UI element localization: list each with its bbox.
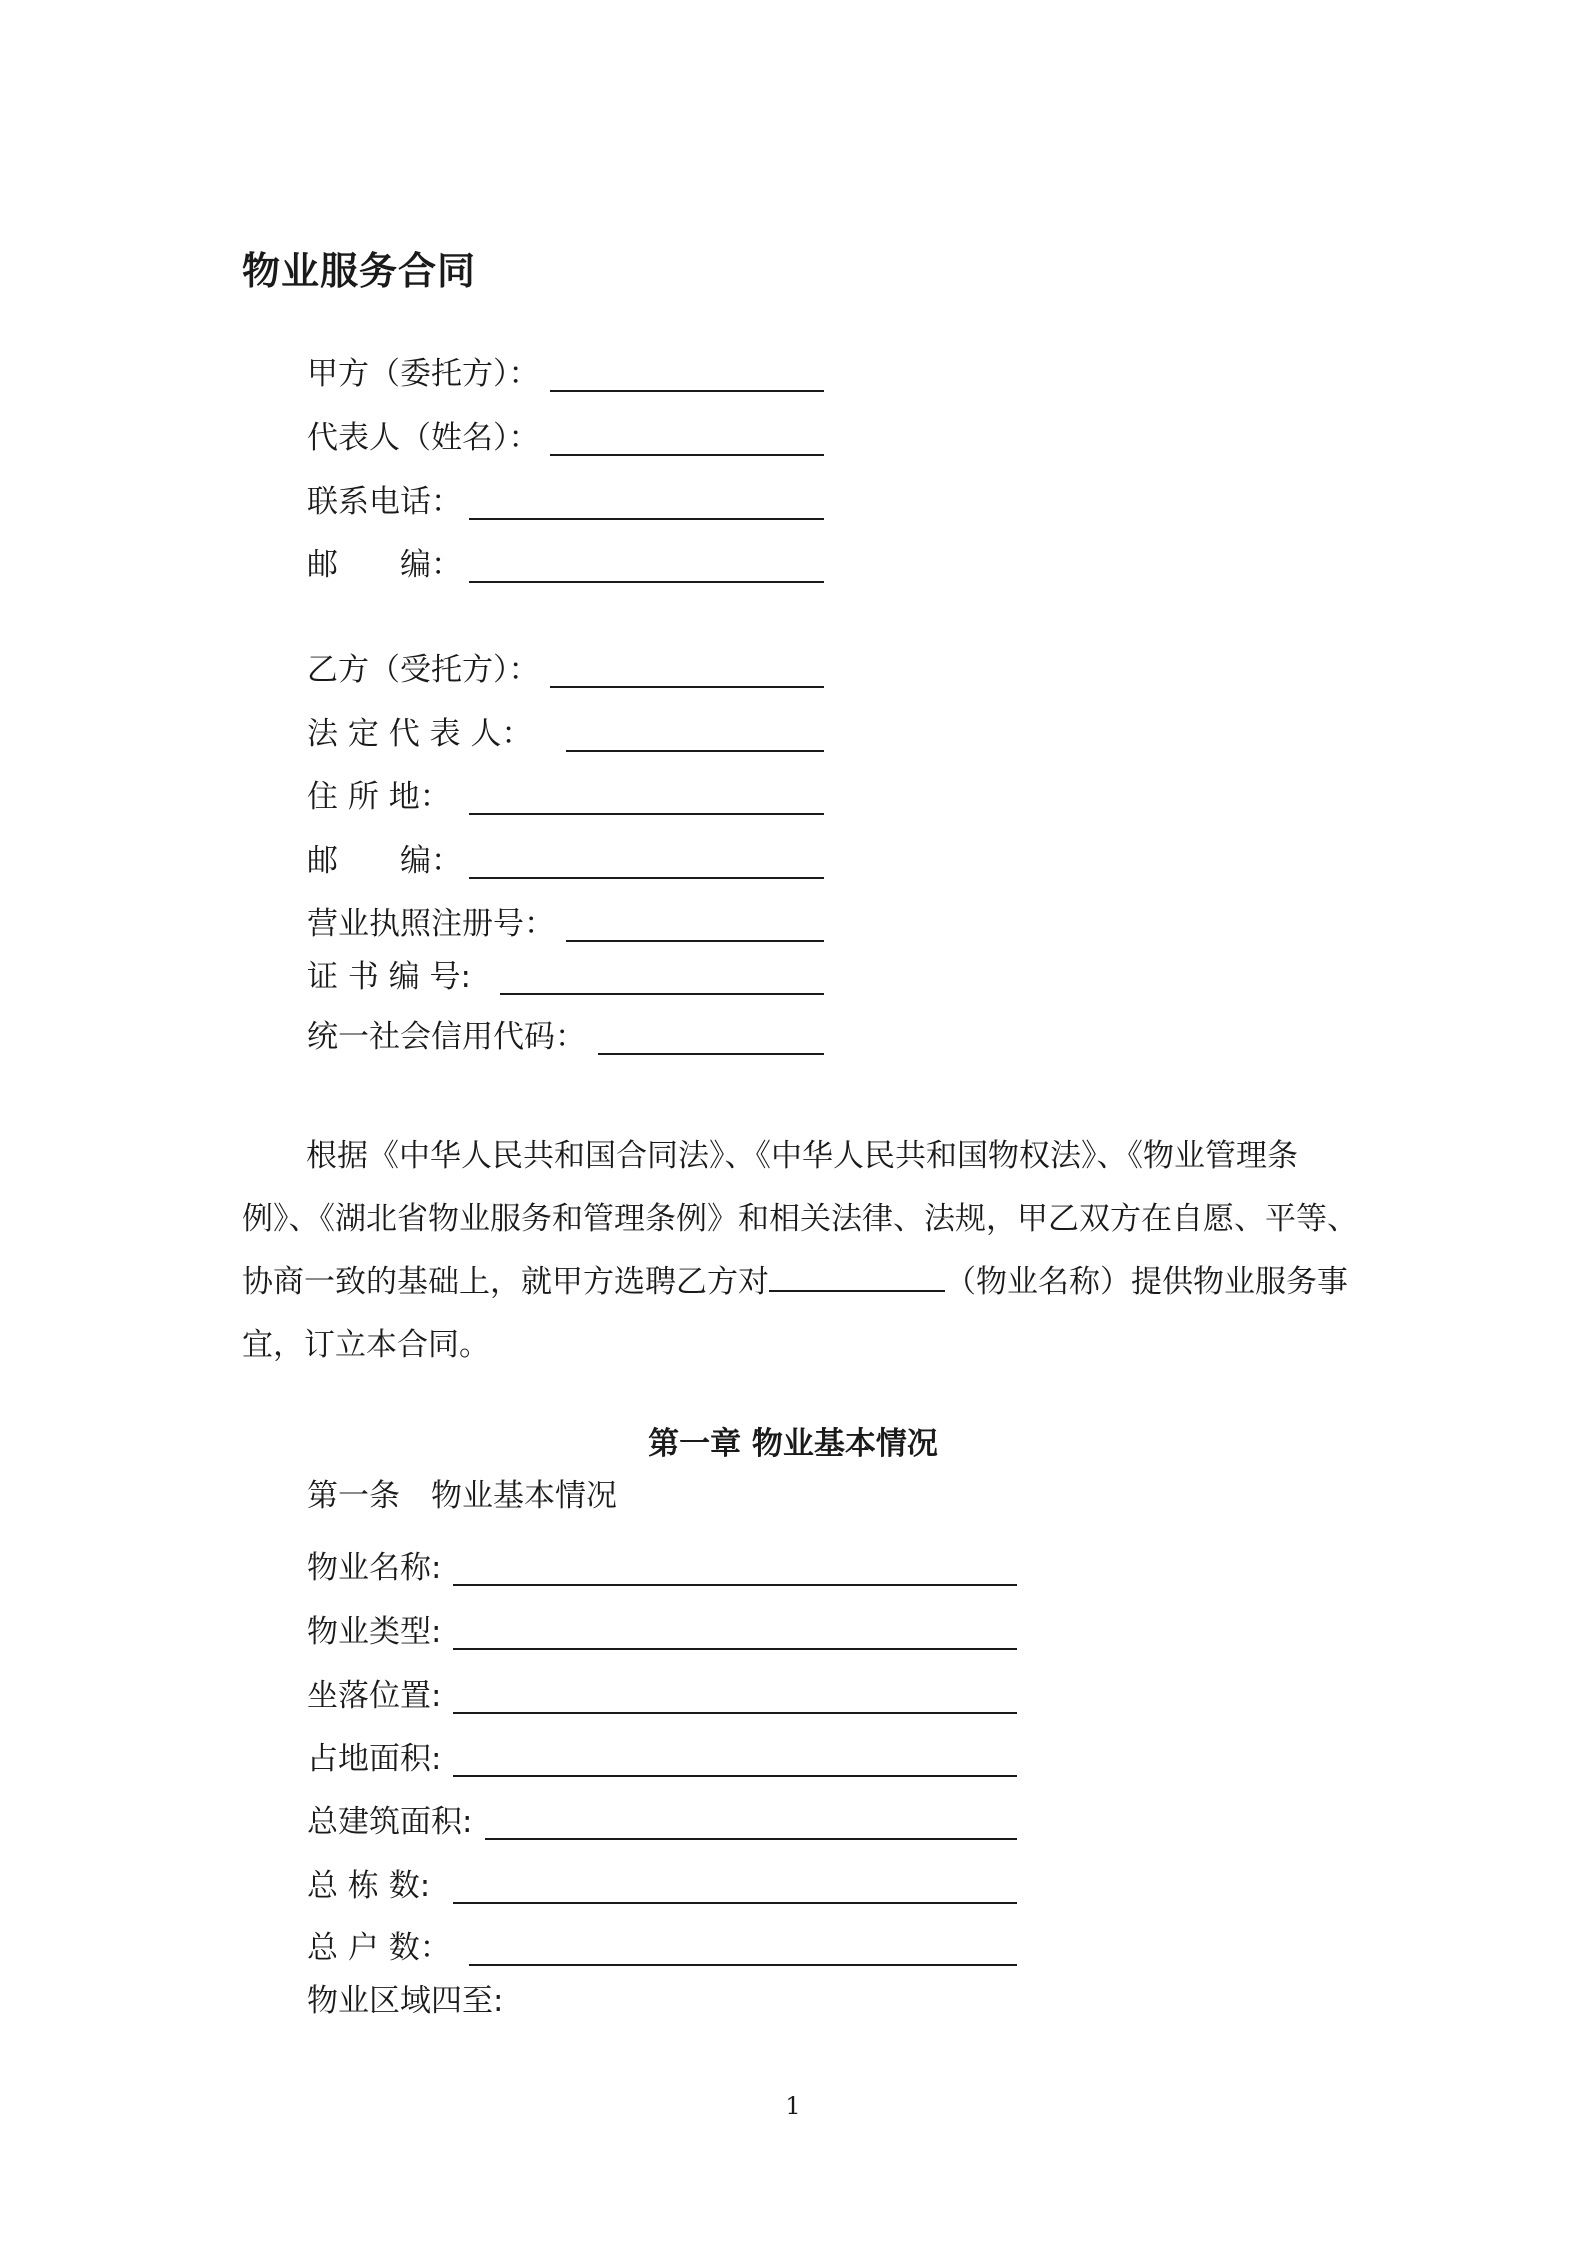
- location-label: 坐落位置:: [307, 1678, 442, 1714]
- fill-in-line: [453, 1648, 1017, 1650]
- fill-in-line: [453, 1712, 1017, 1714]
- household-count-label: 总 户 数：: [307, 1930, 451, 1966]
- fill-in-line: [550, 390, 824, 392]
- fill-in-line: [469, 813, 824, 815]
- fill-in-line: [469, 877, 824, 879]
- boundary-label: 物业区域四至:: [307, 1983, 504, 2019]
- property-type-label: 物业类型:: [307, 1614, 442, 1650]
- certificate-number-label: 证 书 编 号:: [307, 959, 472, 995]
- article-title: 第一条 物业基本情况: [307, 1478, 617, 1514]
- postcode-label: 邮 编：: [307, 843, 462, 879]
- chapter-title: 第一章 物业基本情况: [648, 1426, 938, 1462]
- fill-in-line: [500, 993, 824, 995]
- address-label: 住 所 地：: [307, 779, 451, 815]
- page-number: 1: [785, 2092, 801, 2120]
- fill-in-line: [598, 1053, 824, 1055]
- business-license-label: 营业执照注册号：: [307, 906, 555, 942]
- fill-in-line: [453, 1775, 1017, 1777]
- intro-text: 根据《中华人民共和国合同法》、《中华人民共和国物权法》、《物业管理条例》、《湖北省物业服务和管理条例》和相关法律、法规，甲乙双方在自愿、平等、协商一致的基础上，就甲方选聘乙方对: [242, 1138, 1358, 1300]
- document-title: 物业服务合同: [242, 249, 477, 293]
- credit-code-label: 统一社会信用代码：: [307, 1019, 586, 1055]
- fill-in-line: [469, 518, 824, 520]
- fill-in-line: [550, 454, 824, 456]
- land-area-label: 占地面积:: [307, 1741, 442, 1777]
- fill-in-line: [453, 1902, 1017, 1904]
- representative-label: 代表人（姓名）：: [307, 420, 540, 456]
- fill-in-line: [453, 1584, 1017, 1586]
- fill-in-line: [485, 1838, 1017, 1840]
- property-name-label: 物业名称:: [307, 1550, 442, 1586]
- legal-representative-label: 法 定 代 表 人：: [307, 716, 533, 752]
- fill-in-line: [566, 940, 824, 942]
- party-b-label: 乙方（受托方）：: [307, 652, 540, 688]
- building-count-label: 总 栋 数:: [307, 1868, 431, 1904]
- fill-in-line: [469, 1964, 1017, 1966]
- phone-label: 联系电话：: [307, 484, 462, 520]
- fill-in-line: [566, 750, 824, 752]
- property-name-blank: [769, 1260, 945, 1292]
- postcode-label: 邮 编：: [307, 547, 462, 583]
- building-area-label: 总建筑面积:: [307, 1804, 473, 1840]
- intro-text-end: （物业名称）提供物业服务事宜，订立本合同。: [242, 1264, 1348, 1363]
- intro-paragraph: [242, 1125, 1362, 1377]
- fill-in-line: [550, 686, 824, 688]
- party-a-label: 甲方（委托方）：: [307, 356, 540, 392]
- fill-in-line: [469, 581, 824, 583]
